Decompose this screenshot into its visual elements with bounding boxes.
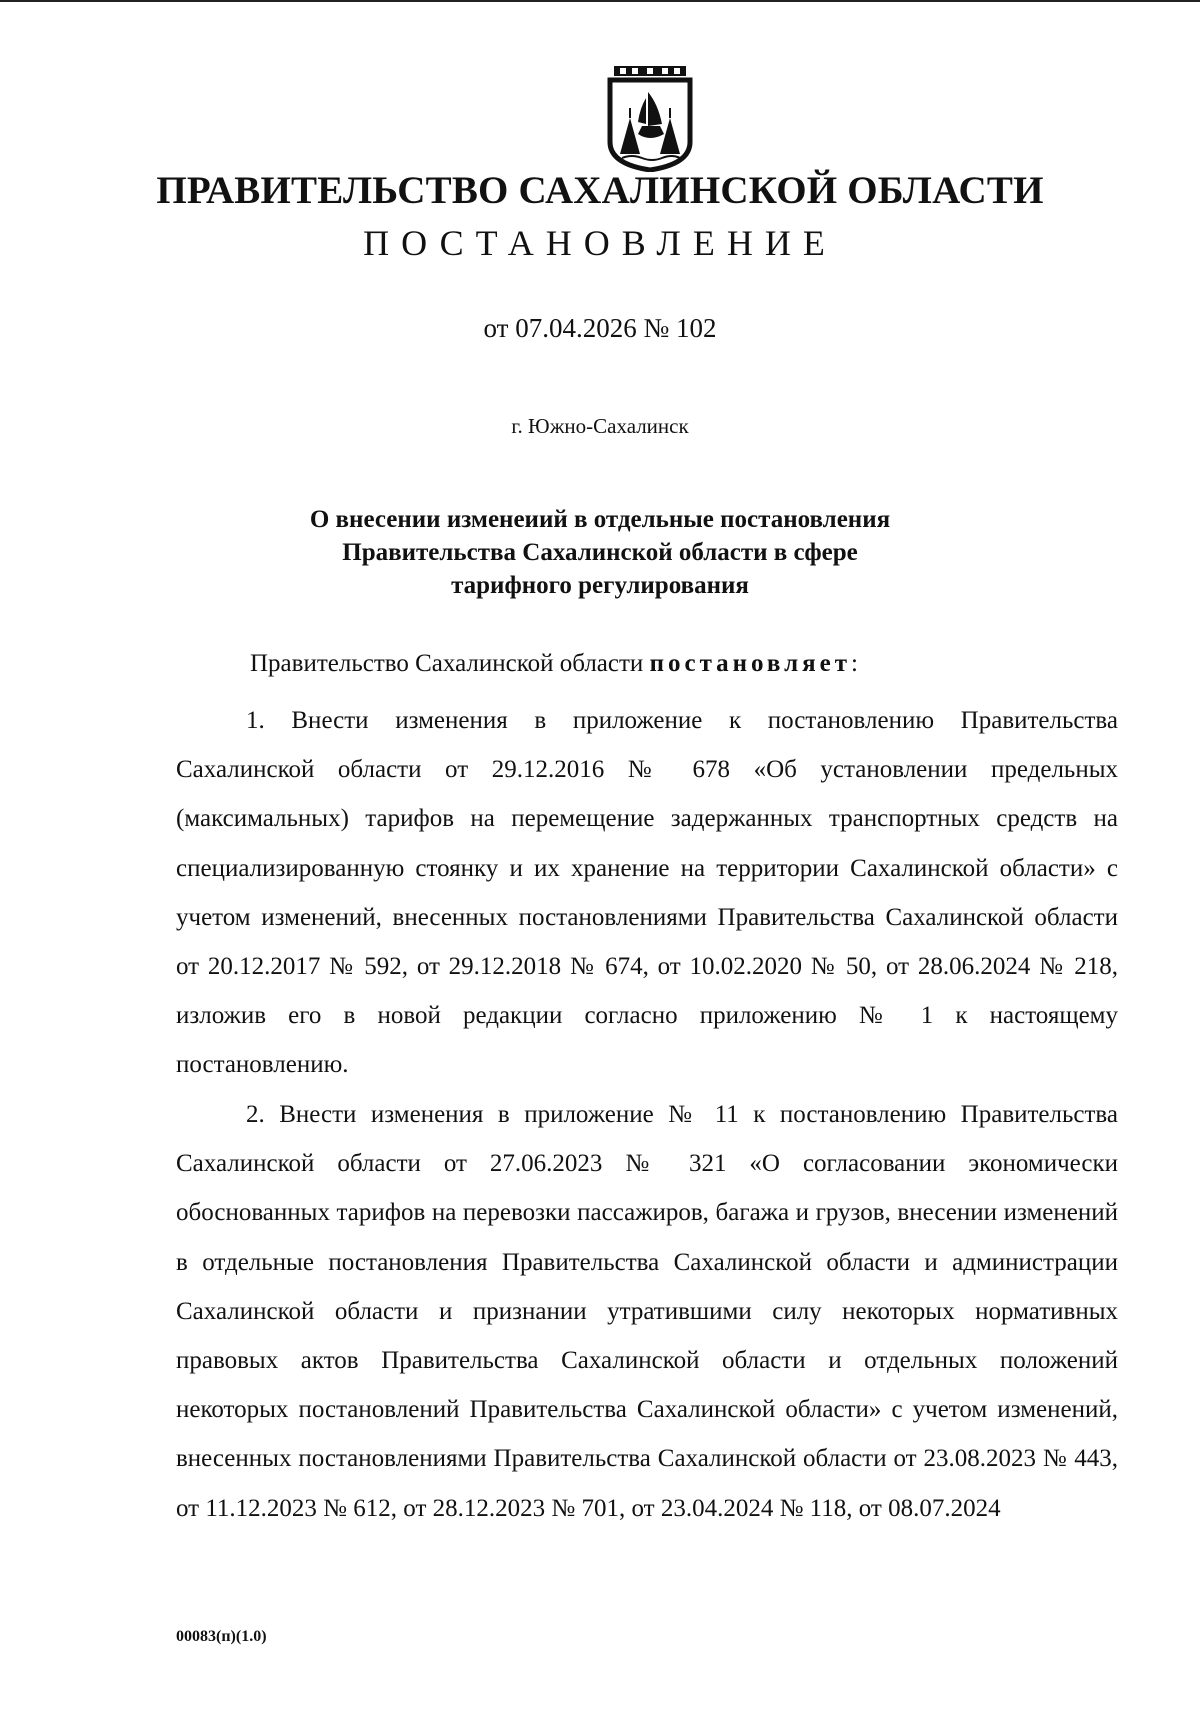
decree-heading-line: тарифного регулирования [451, 572, 749, 599]
document-type-title: ПОСТАНОВЛЕНИЕ [363, 223, 837, 263]
government-title: ПРАВИТЕЛЬСТВО САХАЛИНСКОЙ ОБЛАСТИ [156, 169, 1044, 212]
enacting-clause [250, 650, 858, 678]
scan-top-edge [0, 0, 1200, 2]
issue-city: г. Южно-Сахалинск [511, 414, 689, 438]
enacting-clause-prefix: Правительство Сахалинской области [250, 650, 650, 677]
decree-heading-line: Правительства Сахалинской области в сфере [342, 539, 858, 566]
decree-heading [0, 503, 1200, 602]
paragraph-1: 1. Внести изменения в приложение к постановлению Правительства Сахалинской области от 29.12.2016 № 678 «Об установлении предельных (максимальных) тарифов на перемещение задержанных транспортных средств на специализированную стоянку и их хранение на территории Сахалинской области» с учетом изменений, внесенных постановлениями Правительства Сахалинской области от 20.12.2017 № 592, от 29.12.2018 № 674, от 10.02.2020 № 50, от 28.06.2024 № 218, изложив его в новой редакции согласно приложению № 1 к настоящему постановлению. [176, 707, 1118, 1079]
form-code: 00083(п)(1.0) [176, 1628, 267, 1645]
decree-word: постановляет [649, 650, 852, 677]
paragraph-2: 2. Внести изменения в приложение № 11 к постановлению Правительства Сахалинской области от 27.06.2023 № 321 «О согласовании экономически обоснованных тарифов на перевозки пассажиров, багажа и грузов, внесении изменений в отдельные постановления Правительства Сахалинской области и администрации Сахалинской области и признании утратившими силу некоторых нормативных правовых актов Правительства Сахалинской области и отдельных положений некоторых постановлений Правительства Сахалинской области» с учетом изменений, внесенных постановлениями Правительства Сахалинской области от 23.08.2023 № 443, от 11.12.2023 № 612, от 28.12.2023 № 701, от 23.04.2024 № 118, от 08.07.2024 [176, 1101, 1118, 1522]
sakhalin-coat-of-arms-icon [602, 64, 698, 172]
decree-heading-line: О внесении изменеиий в отдельные постановления [309, 506, 891, 533]
decree-date-number: от 07.04.2026 № 102 [483, 313, 717, 343]
enacting-clause-suffix: : [851, 650, 858, 677]
